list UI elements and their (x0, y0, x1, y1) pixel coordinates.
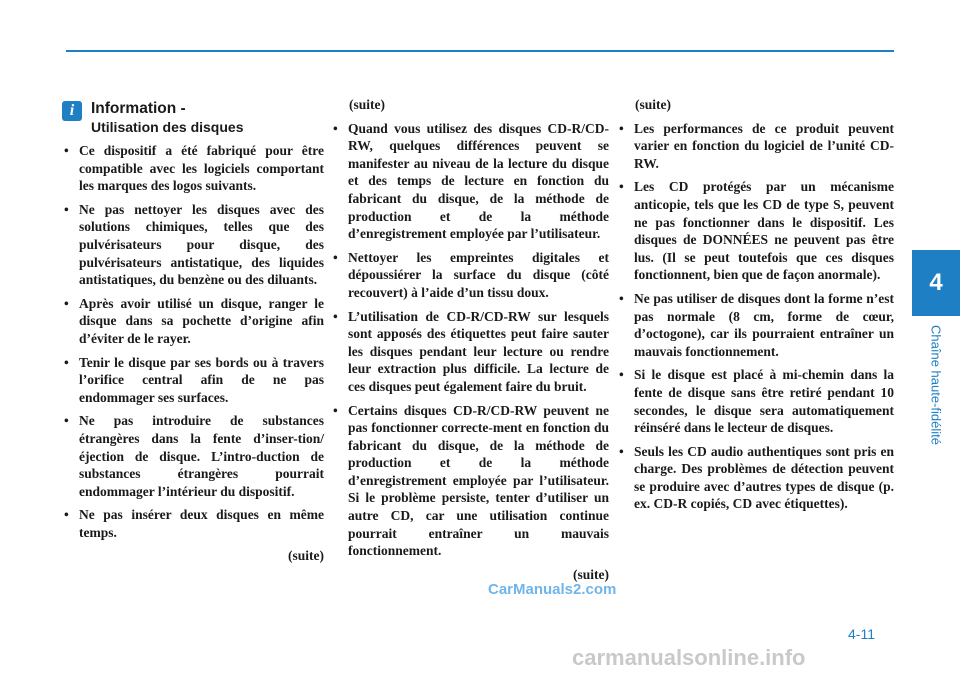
info-title (91, 100, 243, 136)
chapter-title: Chaîne haute-fidélité (928, 325, 944, 445)
column-2 (331, 96, 609, 583)
continued-note: (suite) (288, 548, 324, 564)
list-item: • Après avoir utilisé un disque, ranger le disque dans sa pochette d’origine afin d’éviter de le rayer. (62, 295, 324, 348)
info-title-line1: Information - (91, 100, 186, 117)
list-item: • Ce dispositif a été fabriqué pour être compatible avec les logiciels comportant les marques des logos suivants. (62, 142, 324, 195)
info-icon: i (62, 101, 82, 121)
list-item: • Tenir le disque par ses bords ou à travers l’orifice central afin de ne pas endommager ses surfaces. (62, 354, 324, 407)
list-item: • Ne pas introduire de substances étrangères dans la fente d’inser-tion/éjection de disque. L’intro-duction de substances étrangères pourrait endommager l’intérieur du dispositif. (62, 412, 324, 500)
col1-list (62, 142, 324, 541)
list-item: • L’utilisation de CD-R/CD-RW sur lesquels sont apposés des étiquettes peut faire sauter les disques pendant leur lecture ou rendre leur extraction plus difficile. La lecture de ces disques peut également faire du bruit. (331, 308, 609, 396)
watermark-primary: CarManuals2.com (488, 581, 617, 598)
list-item: • Ne pas nettoyer les disques avec des solutions chimiques, telles que des pulvérisateurs pour disque, des pulvérisateurs antistatique, des liquides antistatiques, du benzène ou des diluants. (62, 201, 324, 289)
list-item: • Certains disques CD-R/CD-RW peuvent ne pas fonctionner correcte-ment en fonction du fabricant du disque, de la méthode de production et de la méthode d’enregistrement employée par l’utilisateur. Si le problème persiste, tenter d’utiliser un autre CD, car une utilisation continue pourrait entraîner un mauvais fonctionnement. (331, 402, 609, 560)
list-item: • Si le disque est placé à mi-chemin dans la fente de disque sans être retiré pendant 10 secondes, le disque sera automatiquement réinséré dans le lecteur de disques. (617, 366, 894, 436)
page-number: 4-11 (848, 626, 875, 642)
list-item: • Ne pas insérer deux disques en même temps. (62, 506, 324, 541)
list-item: • Quand vous utilisez des disques CD-R/CD-RW, quelques différences peuvent se manifester au niveau de la lecture du disque et des temps de lecture en fonction du fabricant du disque, de la méthode de production et de la méthode d’enregistrement employée par l’utilisateur. (331, 120, 609, 243)
continued-header: (suite) (635, 97, 671, 112)
info-title-line2: Utilisation des disques (91, 119, 244, 135)
header-rule (66, 50, 894, 52)
list-item: • Les performances de ce produit peuvent varier en fonction du logiciel de l’unité CD-RW. (617, 120, 894, 173)
column-3 (617, 96, 894, 519)
list-item: • Nettoyer les empreintes digitales et dépoussiérer la surface du disque (côté recouvert) à l’aide d’un tissu doux. (331, 249, 609, 302)
continued-header: (suite) (349, 97, 385, 112)
info-header (62, 100, 324, 136)
chapter-number: 4 (929, 269, 943, 296)
col2-list (331, 120, 609, 560)
chapter-tab (912, 250, 960, 316)
list-item: • Ne pas utiliser de disques dont la forme n’est pas normale (8 cm, forme de cœur, d’octogone), car ils pourraient entraîner un mauvais fonctionnement. (617, 290, 894, 360)
watermark-secondary: carmanualsonline.info (572, 645, 806, 670)
column-1 (62, 100, 324, 565)
list-item: • Les CD protégés par un mécanisme anticopie, tels que les CD de type S, peuvent ne pas fonctionner dans le dispositif. Les disques de DONNÉES ne peuvent pas être lus. (Il se peut toutefois que ces disques fonctionnent, bien que de façon anormale). (617, 178, 894, 284)
continued-note: (suite) (573, 566, 609, 582)
col3-list (617, 120, 894, 513)
list-item: • Seuls les CD audio authentiques sont pris en charge. Des problèmes de détection peuvent se produire avec d’autres types de disque (p. ex. CD-R copiés, CD avec étiquettes). (617, 443, 894, 513)
